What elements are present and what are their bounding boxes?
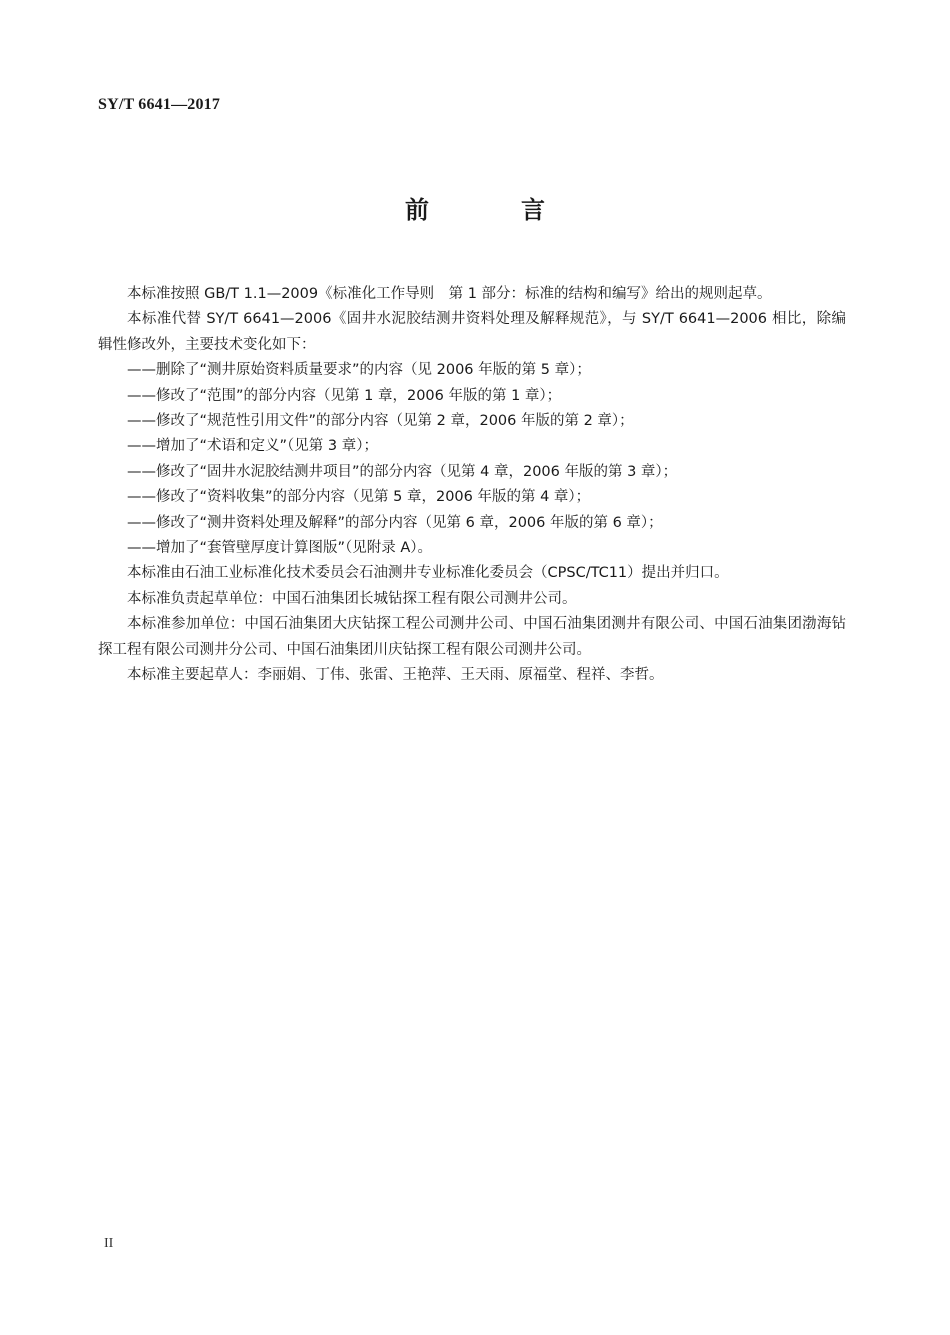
preface-body xyxy=(98,282,846,689)
list-item: ——修改了“范围”的部分内容（见第 1 章，2006 年版的第 1 章）； xyxy=(127,387,562,404)
list-item: ——修改了“资料收集”的部分内容（见第 5 章，2006 年版的第 4 章）； xyxy=(127,489,591,506)
page-title: 前 言 xyxy=(405,196,579,224)
list-item: ——删除了“测井原始资料质量要求”的内容（见 2006 年版的第 5 章）； xyxy=(127,362,591,379)
paragraph-participants: 本标准参加单位：中国石油集团大庆钻探工程公司测井公司、中国石油集团测井有限公司、中国石油集团渤海钻探工程有限公司测井分公司、中国石油集团川庆钻探工程有限公司测井公司。 xyxy=(98,616,846,658)
list-item: ——增加了“套管壁厚度计算图版”（见附录 A）。 xyxy=(127,540,433,557)
paragraph-lead-drafter: 本标准负责起草单位：中国石油集团长城钻探工程有限公司测井公司。 xyxy=(127,590,577,607)
paragraph-replacement: 本标准代替 SY/T 6641—2006《固井水泥胶结测井资料处理及解释规范》，与 SY/T 6641—2006 相比，除编辑性修改外，主要技术变化如下： xyxy=(98,311,846,353)
changes-list xyxy=(98,358,846,561)
list-item: ——修改了“测井资料处理及解释”的部分内容（见第 6 章，2006 年版的第 6 章）； xyxy=(127,514,663,531)
list-item: ——修改了“固井水泥胶结测井项目”的部分内容（见第 4 章，2006 年版的第 3 章）； xyxy=(127,463,678,480)
document-code: SY/T 6641—2017 xyxy=(98,96,221,113)
list-item: ——增加了“术语和定义”（见第 3 章）； xyxy=(127,438,378,455)
paragraph-proposer: 本标准由石油工业标准化技术委员会石油测井专业标准化委员会（CPSC/TC11）提出并归口。 xyxy=(127,565,729,582)
page-number: II xyxy=(104,1236,114,1251)
paragraph-authors: 本标准主要起草人：李丽娟、丁伟、张雷、王艳萍、王天雨、原福堂、程祥、李哲。 xyxy=(127,667,664,684)
list-item: ——修改了“规范性引用文件”的部分内容（见第 2 章，2006 年版的第 2 章）； xyxy=(127,413,634,430)
paragraph-drafting-rules: 本标准按照 GB/T 1.1—2009《标准化工作导则 第 1 部分：标准的结构和编写》给出的规则起草。 xyxy=(127,286,772,302)
